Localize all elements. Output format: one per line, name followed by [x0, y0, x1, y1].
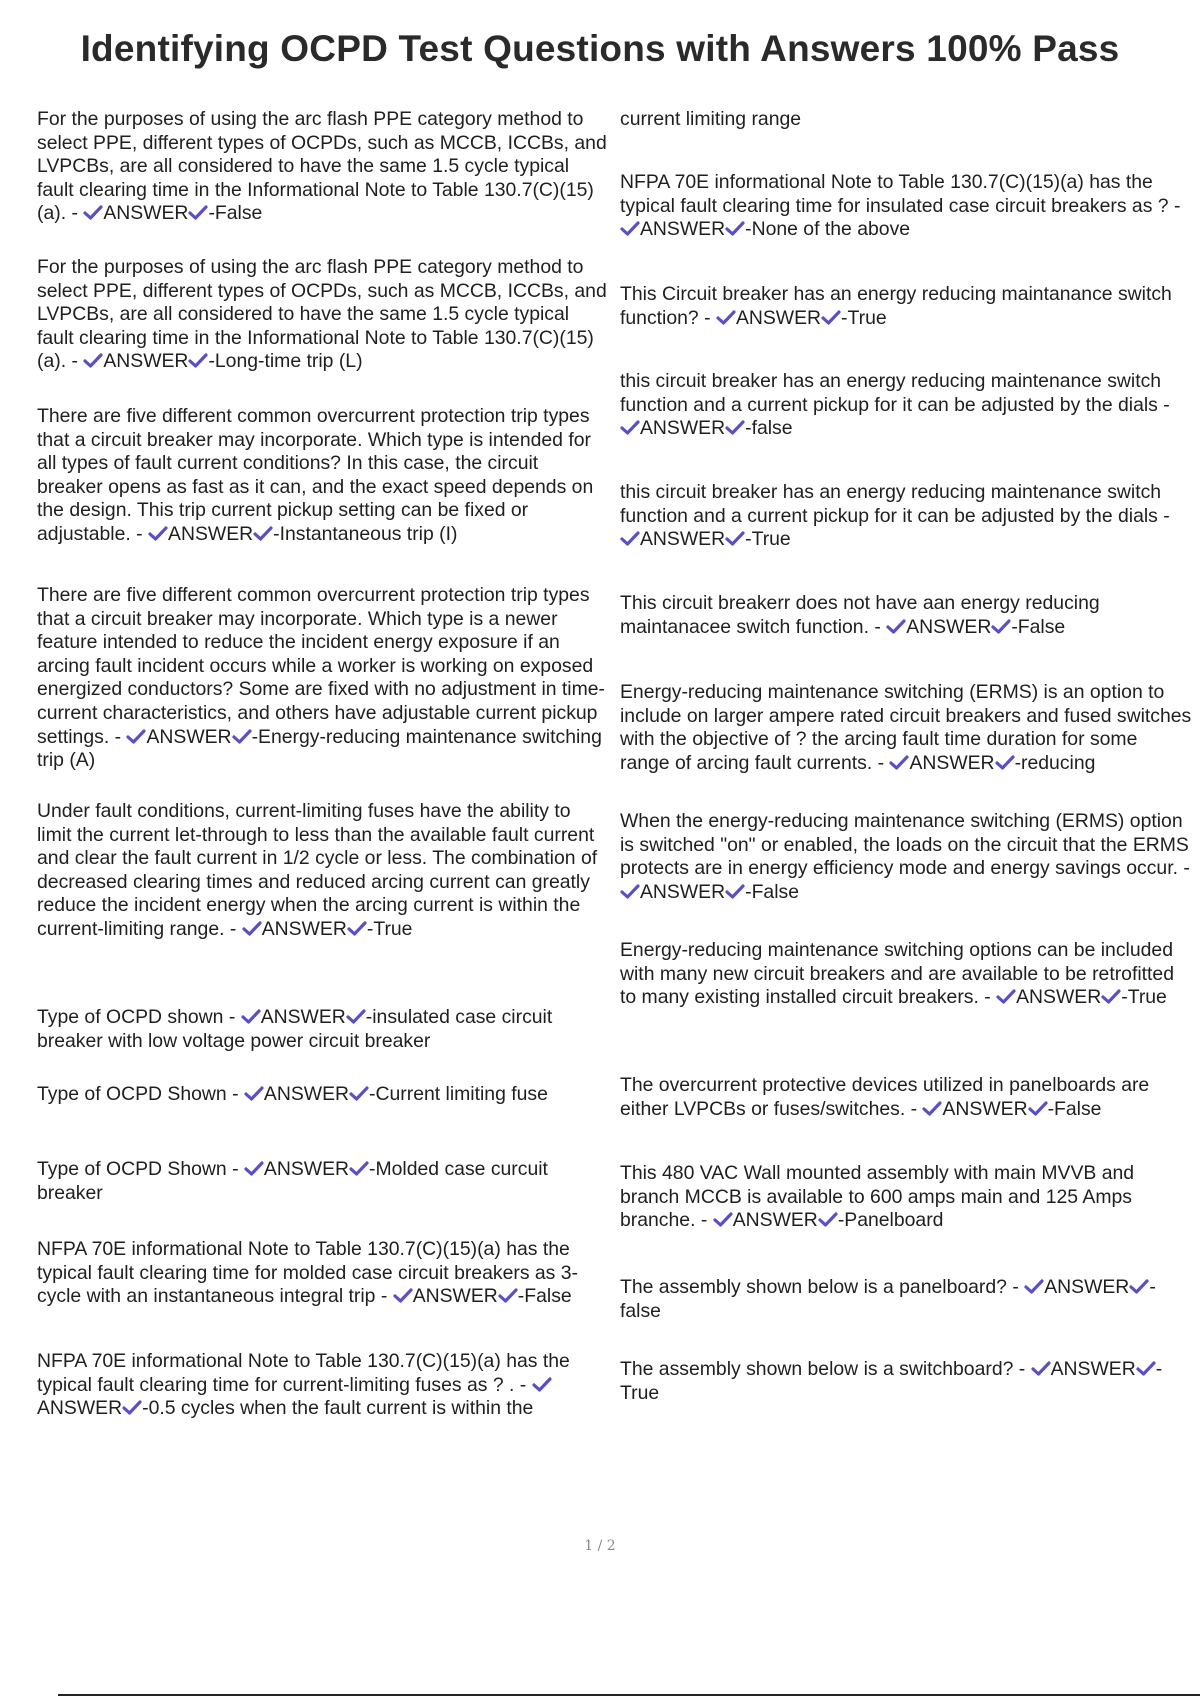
answer-text: -False [1011, 615, 1066, 638]
checkmark-icon [821, 309, 841, 326]
answer-label: ANSWER [146, 725, 232, 748]
checkmark-icon [244, 1160, 264, 1177]
question-text: When the energy-reducing maintenance switching (ERMS) option is switched "on" or enabled, the loads on the circuit that the ERMS protects are in energy efficiency mode and energy savings occur. - [620, 810, 1190, 880]
checkmark-icon [889, 754, 909, 771]
qa-item [620, 1358, 1192, 1405]
checkmark-icon [725, 419, 745, 436]
checkmark-icon [244, 1085, 264, 1102]
question-text: NFPA 70E informational Note to Table 130.7(C)(15)(a) has the typical fault clearing time for current-limiting fuses as ? . - [37, 1350, 570, 1396]
question-text: For the purposes of using the arc flash PPE category method to select PPE, different types of OCPDs, such as MCCB, ICCBs, and LVPCBs, are all considered to have the same 1.5 cycle typical fault clearing time in the Informational Note to Table 130.7(C)(15)(a). - [37, 256, 607, 373]
question-text: NFPA 70E informational Note to Table 130.7(C)(15)(a) has the typical fault clearing time for insulated case circuit breakers as ? - [620, 171, 1181, 217]
question-text: The assembly shown below is a panelboard? - [620, 1276, 1025, 1298]
question-text: Energy-reducing maintenance switching (ERMS) is an option to include on larger ampere rated circuit breakers and fused switches with the objective of ? the arcing fault time duration for some range of arcing fault currents. - [620, 681, 1192, 774]
qa-item [37, 584, 607, 773]
qa-item [37, 800, 607, 942]
answer-text: -Panelboard [837, 1209, 944, 1232]
answer-text: -False [745, 880, 799, 903]
checkmark-icon [83, 204, 103, 221]
qa-item [620, 283, 1192, 330]
question-text: The overcurrent protective devices utilized in panelboards are either LVPCBs or fuses/switches. - [620, 1074, 1150, 1120]
answer-text: -insulated case circuit breaker with low voltage power circuit breaker [37, 1006, 553, 1052]
answer-text: -Long-time trip (L) [208, 350, 363, 373]
page-number: 1 / 2 [584, 1538, 616, 1554]
checkmark-icon [532, 1376, 552, 1393]
answer-text: -True [1121, 986, 1167, 1009]
checkmark-icon [188, 204, 208, 221]
bottom-rule [58, 1694, 1200, 1696]
question-text: this circuit breaker has an energy reducing maintenance switch function and a current pickup for it can be adjusted by the dials - [620, 370, 1170, 416]
checkmark-icon [725, 883, 745, 900]
checkmark-icon [620, 419, 640, 436]
answer-label: ANSWER [906, 615, 992, 638]
qa-item [37, 1238, 607, 1309]
question-text: NFPA 70E informational Note to Table 130.7(C)(15)(a) has the typical fault clearing time for molded case circuit breakers as 3-cycle with an instantaneous integral trip - [37, 1238, 579, 1308]
qa-item [620, 810, 1192, 904]
checkmark-icon [241, 1008, 261, 1025]
answer-text: -False [1047, 1097, 1102, 1120]
qa-item [37, 108, 607, 226]
checkmark-icon [620, 220, 640, 237]
qa-item [37, 1006, 607, 1053]
question-text: The assembly shown below is a switchboard? - [620, 1358, 1031, 1380]
checkmark-icon [991, 618, 1011, 635]
checkmark-icon [620, 883, 640, 900]
answer-label: ANSWER [103, 202, 189, 225]
answer-label: ANSWER [640, 880, 726, 903]
answer-text: -Energy-reducing maintenance switching trip (A) [37, 725, 602, 772]
qa-item [37, 256, 607, 374]
document-title: Identifying OCPD Test Questions with Answers 100% Pass [80, 28, 1120, 69]
qa-item [620, 108, 1192, 132]
answer-label: ANSWER [1044, 1276, 1130, 1298]
checkmark-icon [188, 352, 208, 369]
qa-item [37, 1083, 607, 1107]
answer-text: -False [517, 1285, 572, 1308]
answer-text: -None of the above [745, 218, 911, 241]
question-text: There are five different common overcurrent protection trip types that a circuit breaker may incorporate. Which type is intended for all types of fault current conditions? In this case, the circuit breaker opens as fast as it can, and the exact speed depends on the design. This trip current pickup setting can be fixed or adjustable. - [37, 405, 594, 545]
answer-text: -Instantaneous trip (I) [273, 522, 458, 545]
qa-item [620, 481, 1192, 552]
checkmark-icon [725, 530, 745, 547]
checkmark-icon [347, 920, 367, 937]
answer-text: current limiting range [620, 108, 802, 130]
checkmark-icon [253, 525, 273, 542]
answer-text: -0.5 cycles when the fault current is within the [142, 1397, 534, 1420]
answer-label: ANSWER [1050, 1358, 1136, 1380]
qa-item [37, 1158, 607, 1205]
answer-label: ANSWER [942, 1097, 1028, 1120]
checkmark-icon [83, 352, 103, 369]
checkmark-icon [996, 988, 1016, 1005]
answer-text: -True [841, 306, 887, 329]
question-text: For the purposes of using the arc flash PPE category method to select PPE, different types of OCPDs, such as MCCB, ICCBs, and LVPCBs, are all considered to have the same 1.5 cycle typical fault clearing time in the Informational Note to Table 130.7(C)(15)(a). - [37, 108, 607, 225]
answer-text: -True [366, 917, 413, 940]
checkmark-icon [232, 728, 252, 745]
answer-text: -True [620, 1358, 1163, 1404]
checkmark-icon [122, 1399, 142, 1416]
checkmark-icon [725, 220, 745, 237]
answer-label: ANSWER [263, 1158, 350, 1180]
checkmark-icon [713, 1211, 733, 1228]
qa-item [620, 171, 1192, 242]
checkmark-icon [1129, 1278, 1149, 1295]
question-text: this circuit breaker has an energy reducing maintenance switch function and a current pickup for it can be adjusted by the dials - [620, 481, 1170, 527]
answer-text: -Molded case curcuit breaker [37, 1158, 548, 1204]
qa-item [620, 939, 1192, 1010]
question-text: This Circuit breaker has an energy reducing maintanance switch function? - [620, 283, 1172, 329]
checkmark-icon [995, 754, 1015, 771]
question-text: Type of OCPD Shown - [37, 1083, 244, 1105]
qa-item [620, 592, 1192, 639]
qa-item [620, 1162, 1192, 1233]
checkmark-icon [346, 1008, 366, 1025]
answer-label: ANSWER [732, 1209, 818, 1232]
checkmark-icon [498, 1287, 518, 1304]
qa-item [620, 370, 1192, 441]
checkmark-icon [242, 920, 262, 937]
question-text: This 480 VAC Wall mounted assembly with main MVVB and branch MCCB is available to 600 amps main and 125 Amps branche. - [620, 1162, 1135, 1232]
answer-label: ANSWER [263, 1083, 350, 1105]
answer-label: ANSWER [909, 751, 995, 774]
answer-label: ANSWER [640, 218, 726, 241]
checkmark-icon [620, 530, 640, 547]
checkmark-icon [349, 1160, 369, 1177]
qa-item [620, 681, 1192, 775]
answer-label: ANSWER [260, 1006, 346, 1028]
answer-label: ANSWER [640, 528, 726, 551]
answer-text: -True [745, 528, 791, 551]
answer-text: -false [620, 1276, 1156, 1322]
checkmark-icon [922, 1100, 942, 1117]
qa-item [37, 405, 607, 547]
checkmark-icon [126, 728, 146, 745]
qa-item [620, 1276, 1192, 1323]
answer-text: -False [208, 202, 263, 225]
question-text: This circuit breakerr does not have aan energy reducing maintanacee switch function. - [620, 592, 1100, 638]
answer-label: ANSWER [37, 1397, 123, 1420]
checkmark-icon [1136, 1360, 1156, 1377]
qa-item [37, 1350, 607, 1421]
checkmark-icon [716, 309, 736, 326]
answer-label: ANSWER [1016, 986, 1102, 1009]
checkmark-icon [349, 1085, 369, 1102]
answer-label: ANSWER [261, 917, 347, 940]
checkmark-icon [393, 1287, 413, 1304]
question-text: Type of OCPD shown - [37, 1006, 241, 1028]
answer-text: -false [745, 417, 793, 440]
checkmark-icon [1028, 1100, 1048, 1117]
answer-label: ANSWER [103, 350, 189, 373]
checkmark-icon [1101, 988, 1121, 1005]
question-text: There are five different common overcurrent protection trip types that a circuit breaker may incorporate. Which type is a newer feature intended to reduce the incident energy exposure if an arcing fault incident occurs while a worker is working on exposed energized conductors? Some are fixed with no adjustment in time-current characteristics, and others have adjustable current pickup settings. - [37, 584, 606, 748]
checkmark-icon [148, 525, 168, 542]
qa-item [620, 1074, 1192, 1121]
answer-text: -Current limiting fuse [369, 1083, 548, 1105]
answer-label: ANSWER [168, 522, 254, 545]
answer-label: ANSWER [640, 417, 726, 440]
checkmark-icon [1031, 1360, 1051, 1377]
checkmark-icon [886, 618, 906, 635]
question-text: Under fault conditions, current-limiting fuses have the ability to limit the current let-through to less than the available fault current and clear the fault current in 1/2 cycle or less. The combination of decreased clearing times and reduced arcing current can greatly reduce the incident energy when the arcing current is within the current-limiting range. - [37, 800, 598, 940]
question-text: Type of OCPD Shown - [37, 1158, 244, 1180]
question-text: Energy-reducing maintenance switching options can be included with many new circuit breakers and are available to be retrofitted to many existing installed circuit breakers. - [620, 939, 1174, 1009]
checkmark-icon [1024, 1278, 1044, 1295]
answer-label: ANSWER [735, 306, 822, 329]
answer-text: -reducing [1014, 751, 1096, 774]
checkmark-icon [818, 1211, 838, 1228]
answer-label: ANSWER [412, 1285, 498, 1308]
